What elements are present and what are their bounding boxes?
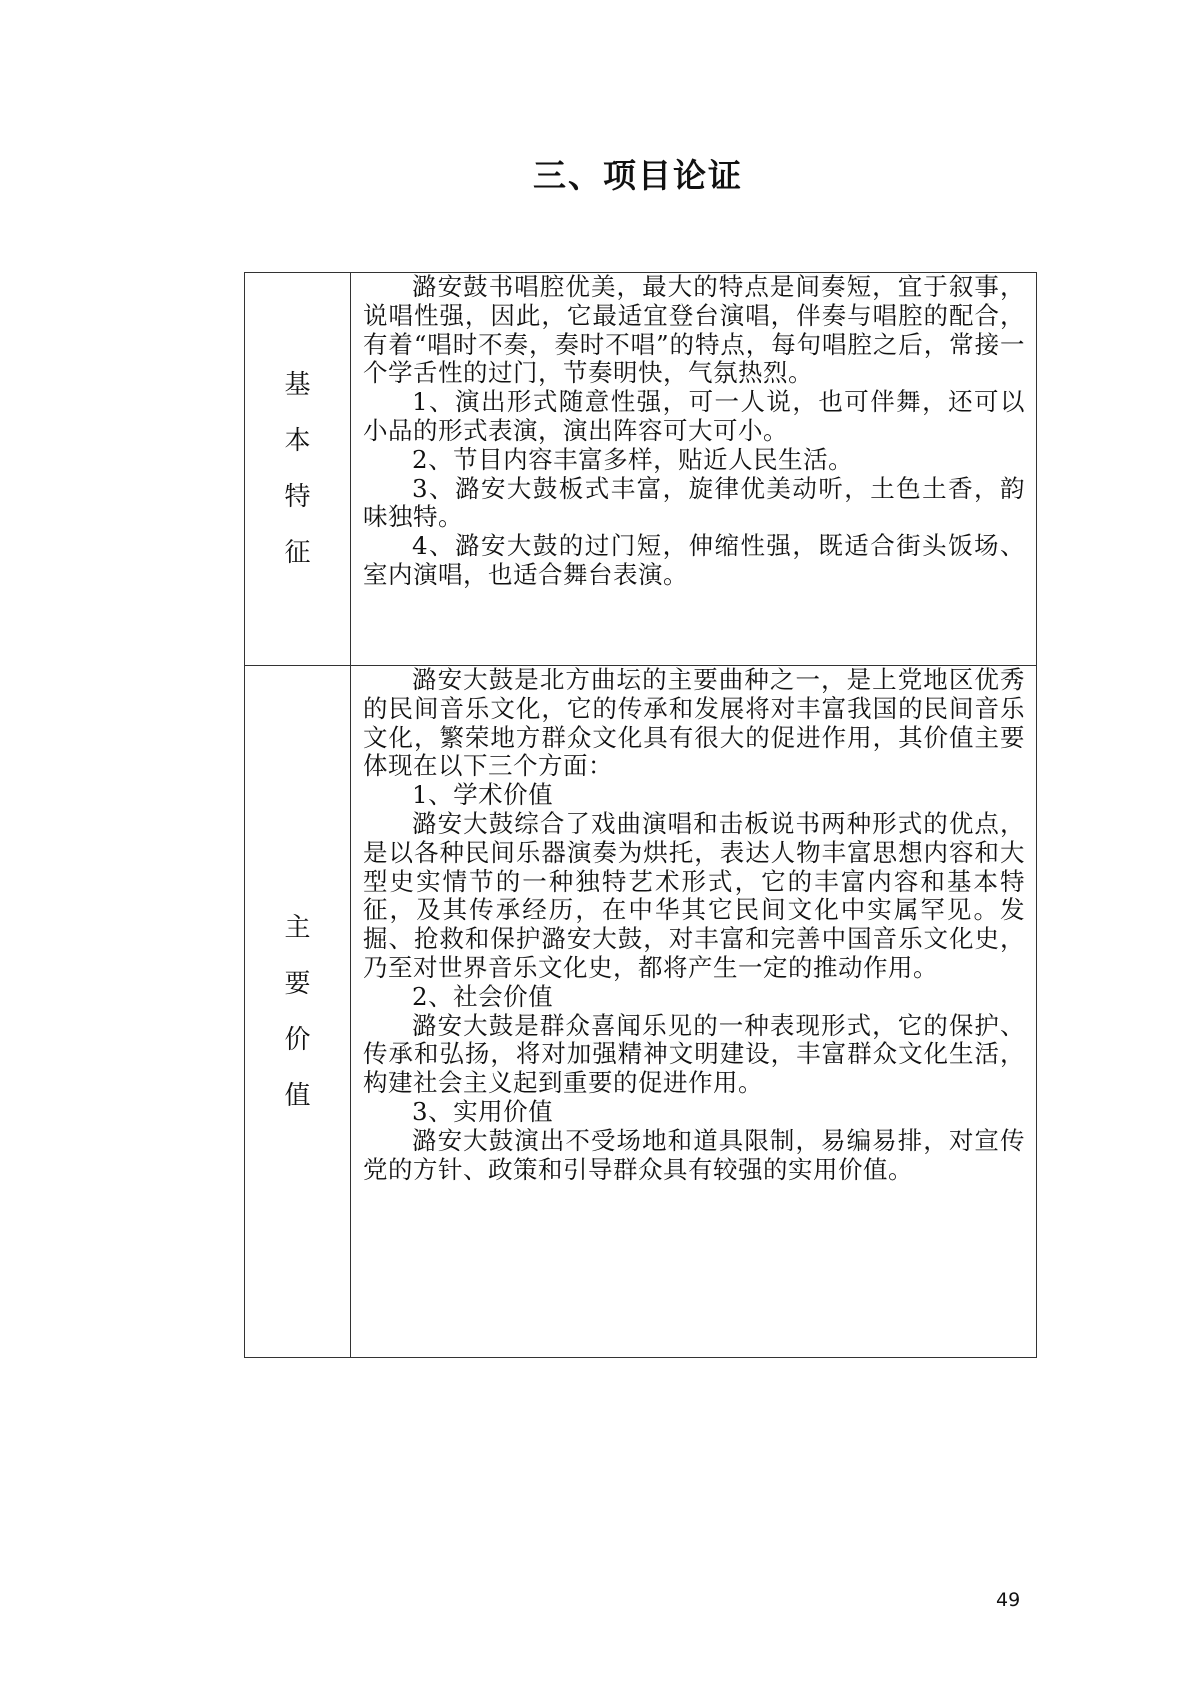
- paragraph: 3、实用价值: [412, 1096, 554, 1126]
- project-argument-table: [244, 272, 1037, 1358]
- row-content-cell: [351, 666, 1037, 1358]
- page-number: 49: [996, 1589, 1021, 1611]
- paragraph: 潞安鼓书唱腔优美，最大的特点是间奏短，宜于叙事，说唱性强，因此，它最适宜登台演唱，伴奏与唱腔的配合，有着“唱时不奏，奏时不唱”的特点，每句唱腔之后，常接一个学舌性的过门，节奏明快，气氛热烈。: [363, 272, 1025, 388]
- row-label-basic-features: 基本特征: [284, 370, 311, 568]
- row-label-cell: [245, 666, 351, 1358]
- page-title: 三、项目论证: [533, 156, 743, 195]
- paragraph: 潞安大鼓综合了戏曲演唱和击板说书两种形式的优点，是以各种民间乐器演奏为烘托，表达人物丰富思想内容和大型史实情节的一种独特艺术形式，它的丰富内容和基本特征，及其传承经历，在中华其它民间文化中实属罕见。发掘、抢救和保护潞安大鼓，对丰富和完善中国音乐文化史，乃至对世界音乐文化史，都将产生一定的推动作用。: [363, 808, 1025, 982]
- paragraph: 1、演出形式随意性强，可一人说，也可伴舞，还可以小品的形式表演，演出阵容可大可小。: [363, 387, 1025, 445]
- table-row-main-value: [245, 666, 1037, 1358]
- paragraph: 3、潞安大鼓板式丰富，旋律优美动听，土色土香，韵味独特。: [363, 473, 1025, 532]
- row-label-main-value: 主要价值: [284, 912, 311, 1111]
- paragraph: 潞安大鼓演出不受场地和道具限制，易编易排，对宣传党的方针、政策和引导群众具有较强的实用价值。: [363, 1125, 1025, 1184]
- paragraph: 4、潞安大鼓的过门短，伸缩性强，既适合街头饭场、室内演唱，也适合舞台表演。: [363, 531, 1025, 589]
- paragraph: 潞安大鼓是北方曲坛的主要曲种之一，是上党地区优秀的民间音乐文化，它的传承和发展将对丰富我国的民间音乐文化，繁荣地方群众文化具有很大的促进作用，其价值主要体现在以下三个方面：: [363, 665, 1025, 781]
- paragraph: 潞安大鼓是群众喜闻乐见的一种表现形式，它的保护、传承和弘扬，将对加强精神文明建设，丰富群众文化生活，构建社会主义起到重要的促进作用。: [363, 1010, 1025, 1098]
- paragraph: 1、学术价值: [412, 780, 554, 810]
- paragraph: 2、节目内容丰富多样，贴近人民生活。: [412, 444, 854, 474]
- table-row-basic-features: [245, 273, 1037, 666]
- paragraph: 2、社会价值: [412, 981, 554, 1011]
- row-label-cell: [245, 273, 351, 666]
- row-content-cell: [351, 273, 1037, 666]
